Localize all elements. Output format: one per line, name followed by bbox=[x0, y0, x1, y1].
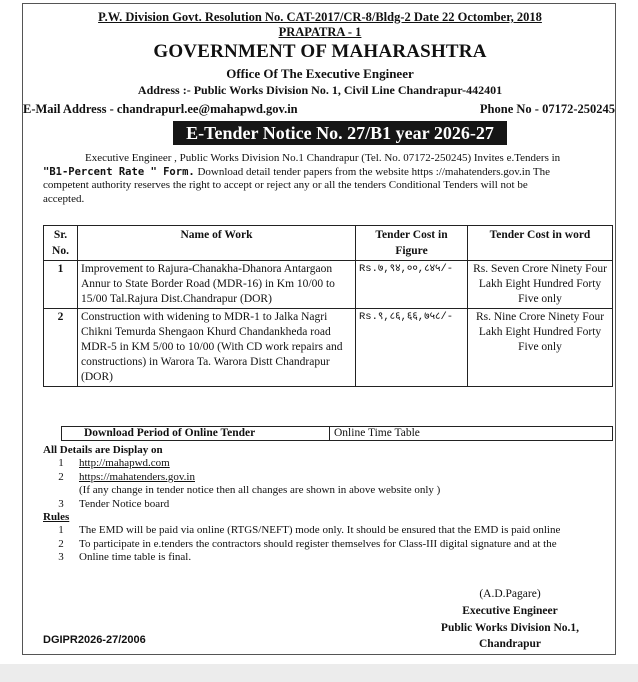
row-sr: 1 bbox=[44, 261, 78, 309]
signatory-division: Public Works Division No.1, bbox=[440, 622, 580, 634]
dgipr-code: DGIPR2026-27/2006 bbox=[43, 634, 146, 646]
row-cost-figure: Rs.७,९४,००,८४५/- bbox=[356, 261, 468, 309]
header-cost-word: Tender Cost in word bbox=[468, 226, 613, 261]
header-name: Name of Work bbox=[78, 226, 356, 261]
resolution-line: P.W. Division Govt. Resolution No. CAT-2017/CR-8/Bldg-2 Date 22 Octomber, 2018 bbox=[98, 10, 542, 24]
intro-line-2-rest: Download detail tender papers from the website https ://mahatenders.gov.in The bbox=[194, 165, 550, 178]
page-bottom-band bbox=[0, 664, 638, 682]
intro-line-4: accepted. bbox=[43, 192, 85, 205]
intro-line-1: Executive Engineer , Public Works Division No.1 Chandrapur (Tel. No. 07172-250245) Invites e.Tenders in bbox=[85, 152, 561, 164]
row-cost-word: Rs. Seven Crore Ninety Four Lakh Eight Hundred Forty Five only bbox=[468, 261, 613, 309]
details-heading: All Details are Display on bbox=[43, 444, 163, 456]
signatory-designation: Executive Engineer bbox=[462, 605, 558, 617]
row-name: Improvement to Rajura-Chanakha-Dhanora Antargaon Annur to State Border Road (MDR-16) in Km 10/00 to 15/00 Tal.Rajura Dist.Chandrapur (DOR) bbox=[78, 261, 356, 309]
download-period-value: Online Time Table bbox=[334, 427, 420, 439]
mahapwd-link[interactable]: http://mahapwd.com bbox=[79, 457, 170, 470]
row-name: Construction with widening to MDR-1 to Jalka Nagri Chikni Temurda Shengaon Khurd Chandankheda road MDR-5 in KM 5/00 to 10/00 (With CD work repairs and constructions) in Warora Ta. Warora Distt Chandrapur (DOR) bbox=[78, 309, 356, 387]
download-period-box bbox=[61, 426, 613, 441]
mahatenders-link[interactable]: https://mahatenders.gov.in bbox=[79, 470, 195, 483]
details-section bbox=[43, 444, 615, 565]
tender-notice-document bbox=[22, 3, 616, 655]
intro-line-2 bbox=[43, 166, 615, 180]
table-row bbox=[44, 261, 613, 309]
details-note: (If any change in tender notice then all changes are shown in above website only ) bbox=[79, 484, 441, 497]
notice-title: E-Tender Notice No. 27/B1 year 2026-27 bbox=[173, 121, 507, 145]
list-item: 2 https://mahatenders.gov.in bbox=[58, 470, 195, 483]
row-sr: 2 bbox=[44, 309, 78, 387]
header-cost-figure: Tender Cost in Figure bbox=[356, 226, 468, 261]
rate-form-label: "B1-Percent Rate " Form. bbox=[43, 165, 195, 178]
header-sr: Sr. No. bbox=[44, 226, 78, 261]
list-item: 1 http://mahapwd.com bbox=[58, 457, 170, 470]
row-cost-word: Rs. Nine Crore Ninety Four Lakh Eight Hundred Forty Five only bbox=[468, 309, 613, 387]
rule-item: 3 Online time table is final. bbox=[58, 551, 192, 564]
list-item: 3 Tender Notice board bbox=[58, 497, 170, 510]
download-period-label: Download Period of Online Tender bbox=[62, 427, 330, 440]
table-header-row bbox=[44, 226, 613, 261]
prapatra-label: PRAPATRA - 1 bbox=[278, 25, 362, 39]
office-title: Office Of The Executive Engineer bbox=[226, 66, 414, 81]
rules-heading: Rules bbox=[43, 511, 70, 524]
address-line: Address :- Public Works Division No. 1, Civil Line Chandrapur-442401 bbox=[137, 83, 503, 97]
table-row bbox=[44, 309, 613, 387]
phone-number: Phone No - 07172-250245 bbox=[479, 102, 615, 116]
government-title: GOVERNMENT OF MAHARASHTRA bbox=[153, 41, 487, 62]
rule-item: 1 The EMD will be paid via online (RTGS/NEFT) mode only. It should be ensured that the EMD is paid online bbox=[58, 524, 561, 537]
signatory-name: (A.D.Pagare) bbox=[479, 588, 541, 600]
signatory-place: Chandrapur bbox=[479, 638, 541, 650]
row-cost-figure: Rs.९,८६,६६,७५८/- bbox=[356, 309, 468, 387]
intro-paragraph bbox=[43, 152, 615, 206]
email-address: E-Mail Address - chandrapurl.ee@mahapwd.gov.in bbox=[23, 102, 298, 116]
intro-line-3: competent authority reserves the right to accept or reject any or all the tenders Conditional Tenders will not be bbox=[43, 179, 528, 191]
rule-item: 2 To participate in e.tenders the contractors should register themselves for Class-III digital signature and at the bbox=[58, 537, 557, 550]
works-table bbox=[43, 225, 613, 387]
